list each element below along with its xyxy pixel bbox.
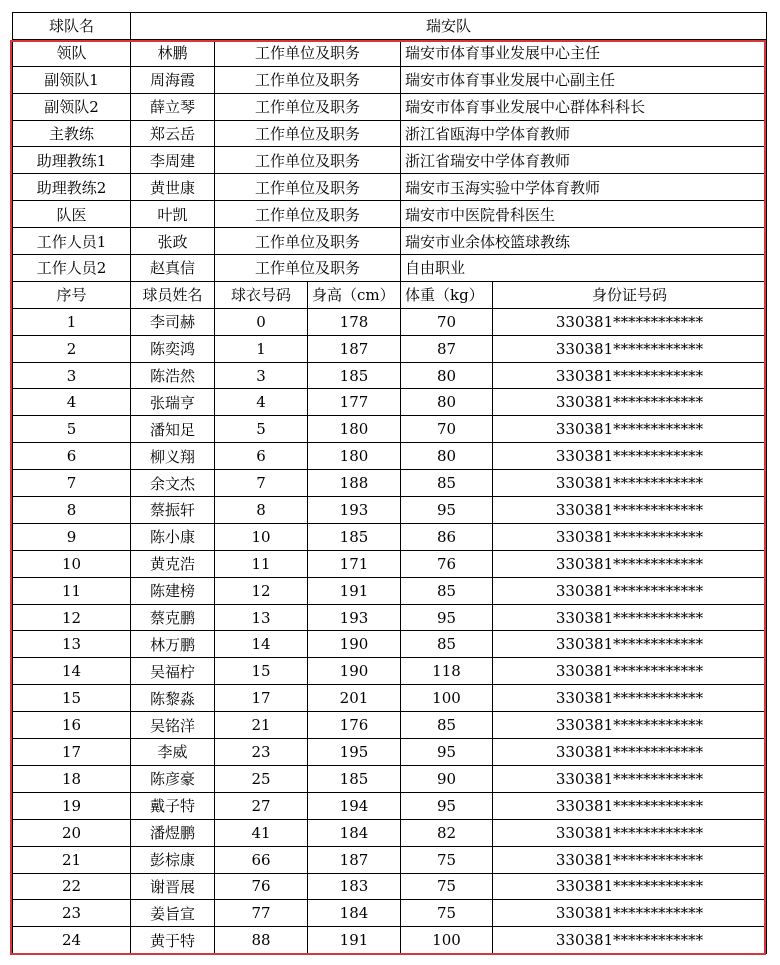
player-header-row xyxy=(13,281,767,308)
player-weight: 80 xyxy=(401,443,493,470)
player-row xyxy=(13,631,767,658)
staff-role: 工作人员1 xyxy=(13,228,131,255)
player-name: 林万鹏 xyxy=(131,631,215,658)
player-weight: 75 xyxy=(401,846,493,873)
player-row xyxy=(13,927,767,954)
jersey-number: 6 xyxy=(215,443,308,470)
player-weight: 95 xyxy=(401,604,493,631)
jersey-number: 88 xyxy=(215,927,308,954)
player-weight: 80 xyxy=(401,362,493,389)
player-name: 张瑞亨 xyxy=(131,389,215,416)
player-row xyxy=(13,765,767,792)
jersey-number: 77 xyxy=(215,900,308,927)
player-number: 15 xyxy=(13,685,131,712)
staff-field-label: 工作单位及职务 xyxy=(215,174,401,201)
jersey-number: 10 xyxy=(215,523,308,550)
jersey-number: 13 xyxy=(215,604,308,631)
player-name: 柳义翔 xyxy=(131,443,215,470)
player-height: 201 xyxy=(308,685,401,712)
staff-row xyxy=(13,147,767,174)
player-name: 谢晋展 xyxy=(131,873,215,900)
id-number: 330381************ xyxy=(493,846,767,873)
staff-row xyxy=(13,228,767,255)
id-number: 330381************ xyxy=(493,631,767,658)
id-number: 330381************ xyxy=(493,873,767,900)
player-name: 戴子特 xyxy=(131,792,215,819)
id-number: 330381************ xyxy=(493,335,767,362)
staff-name: 李周建 xyxy=(131,147,215,174)
player-row xyxy=(13,712,767,739)
id-number: 330381************ xyxy=(493,523,767,550)
staff-job: 浙江省瓯海中学体育教师 xyxy=(401,120,767,147)
player-number: 9 xyxy=(13,523,131,550)
player-weight: 95 xyxy=(401,739,493,766)
staff-job: 瑞安市体育事业发展中心群体科科长 xyxy=(401,93,767,120)
staff-field-label: 工作单位及职务 xyxy=(215,66,401,93)
player-column-header: 球衣号码 xyxy=(215,281,308,308)
staff-row xyxy=(13,39,767,66)
team-name-row xyxy=(13,13,767,40)
player-row xyxy=(13,685,767,712)
player-height: 190 xyxy=(308,658,401,685)
player-weight: 85 xyxy=(401,577,493,604)
player-height: 191 xyxy=(308,577,401,604)
staff-field-label: 工作单位及职务 xyxy=(215,228,401,255)
player-height: 191 xyxy=(308,927,401,954)
player-height: 180 xyxy=(308,443,401,470)
player-row xyxy=(13,873,767,900)
player-row xyxy=(13,550,767,577)
id-number: 330381************ xyxy=(493,443,767,470)
staff-row xyxy=(13,255,767,282)
player-weight: 70 xyxy=(401,416,493,443)
jersey-number: 12 xyxy=(215,577,308,604)
player-height: 190 xyxy=(308,631,401,658)
jersey-number: 76 xyxy=(215,873,308,900)
staff-name: 林鹏 xyxy=(131,39,215,66)
jersey-number: 4 xyxy=(215,389,308,416)
player-weight: 85 xyxy=(401,712,493,739)
id-number: 330381************ xyxy=(493,658,767,685)
id-number: 330381************ xyxy=(493,550,767,577)
staff-name: 郑云岳 xyxy=(131,120,215,147)
player-weight: 87 xyxy=(401,335,493,362)
player-weight: 95 xyxy=(401,497,493,524)
player-number: 20 xyxy=(13,819,131,846)
staff-field-label: 工作单位及职务 xyxy=(215,147,401,174)
player-name: 李司赫 xyxy=(131,308,215,335)
id-number: 330381************ xyxy=(493,900,767,927)
id-number: 330381************ xyxy=(493,497,767,524)
player-weight: 75 xyxy=(401,873,493,900)
staff-row xyxy=(13,66,767,93)
player-column-header: 序号 xyxy=(13,281,131,308)
player-name: 姜旨宣 xyxy=(131,900,215,927)
player-number: 3 xyxy=(13,362,131,389)
player-name: 陈奕鸿 xyxy=(131,335,215,362)
player-weight: 86 xyxy=(401,523,493,550)
player-number: 17 xyxy=(13,739,131,766)
player-name: 蔡振轩 xyxy=(131,497,215,524)
player-height: 183 xyxy=(308,873,401,900)
staff-row xyxy=(13,120,767,147)
player-number: 24 xyxy=(13,927,131,954)
team-roster-sheet xyxy=(12,12,766,954)
player-row xyxy=(13,416,767,443)
staff-role: 工作人员2 xyxy=(13,255,131,282)
team-name-label: 球队名 xyxy=(13,13,131,40)
player-height: 185 xyxy=(308,362,401,389)
player-height: 184 xyxy=(308,819,401,846)
jersey-number: 41 xyxy=(215,819,308,846)
player-weight: 118 xyxy=(401,658,493,685)
staff-name: 周海霞 xyxy=(131,66,215,93)
jersey-number: 23 xyxy=(215,739,308,766)
player-row xyxy=(13,308,767,335)
player-weight: 82 xyxy=(401,819,493,846)
player-name: 吴铭洋 xyxy=(131,712,215,739)
player-number: 12 xyxy=(13,604,131,631)
player-number: 1 xyxy=(13,308,131,335)
player-height: 193 xyxy=(308,604,401,631)
jersey-number: 7 xyxy=(215,470,308,497)
player-column-header: 身份证号码 xyxy=(493,281,767,308)
player-row xyxy=(13,604,767,631)
staff-field-label: 工作单位及职务 xyxy=(215,93,401,120)
player-name: 陈浩然 xyxy=(131,362,215,389)
jersey-number: 66 xyxy=(215,846,308,873)
player-number: 21 xyxy=(13,846,131,873)
player-name: 陈建榜 xyxy=(131,577,215,604)
player-number: 13 xyxy=(13,631,131,658)
jersey-number: 3 xyxy=(215,362,308,389)
player-height: 193 xyxy=(308,497,401,524)
staff-job: 瑞安市玉海实验中学体育教师 xyxy=(401,174,767,201)
player-name: 吴福柠 xyxy=(131,658,215,685)
player-height: 177 xyxy=(308,389,401,416)
player-weight: 75 xyxy=(401,900,493,927)
player-column-header: 身高（cm） xyxy=(308,281,401,308)
player-name: 潘知足 xyxy=(131,416,215,443)
staff-row xyxy=(13,201,767,228)
staff-row xyxy=(13,174,767,201)
player-row xyxy=(13,658,767,685)
player-height: 176 xyxy=(308,712,401,739)
player-number: 6 xyxy=(13,443,131,470)
player-row xyxy=(13,389,767,416)
player-weight: 76 xyxy=(401,550,493,577)
id-number: 330381************ xyxy=(493,416,767,443)
jersey-number: 0 xyxy=(215,308,308,335)
player-row xyxy=(13,900,767,927)
jersey-number: 21 xyxy=(215,712,308,739)
player-weight: 100 xyxy=(401,685,493,712)
jersey-number: 25 xyxy=(215,765,308,792)
player-weight: 90 xyxy=(401,765,493,792)
id-number: 330381************ xyxy=(493,577,767,604)
player-name: 黄克浩 xyxy=(131,550,215,577)
player-height: 185 xyxy=(308,765,401,792)
staff-field-label: 工作单位及职务 xyxy=(215,39,401,66)
player-name: 潘煜鹏 xyxy=(131,819,215,846)
player-name: 李威 xyxy=(131,739,215,766)
player-name: 彭棕康 xyxy=(131,846,215,873)
player-name: 陈小康 xyxy=(131,523,215,550)
staff-role: 副领队2 xyxy=(13,93,131,120)
player-row xyxy=(13,792,767,819)
staff-field-label: 工作单位及职务 xyxy=(215,255,401,282)
player-row xyxy=(13,523,767,550)
jersey-number: 27 xyxy=(215,792,308,819)
player-height: 187 xyxy=(308,335,401,362)
id-number: 330381************ xyxy=(493,308,767,335)
player-number: 14 xyxy=(13,658,131,685)
player-row xyxy=(13,335,767,362)
player-height: 185 xyxy=(308,523,401,550)
jersey-number: 17 xyxy=(215,685,308,712)
player-row xyxy=(13,846,767,873)
staff-job: 瑞安市体育事业发展中心主任 xyxy=(401,39,767,66)
player-height: 187 xyxy=(308,846,401,873)
player-number: 10 xyxy=(13,550,131,577)
player-row xyxy=(13,362,767,389)
roster-table-body xyxy=(13,13,767,954)
id-number: 330381************ xyxy=(493,470,767,497)
player-number: 23 xyxy=(13,900,131,927)
staff-name: 张政 xyxy=(131,228,215,255)
player-name: 陈黎淼 xyxy=(131,685,215,712)
staff-name: 黄世康 xyxy=(131,174,215,201)
player-number: 16 xyxy=(13,712,131,739)
jersey-number: 11 xyxy=(215,550,308,577)
player-row xyxy=(13,819,767,846)
player-height: 184 xyxy=(308,900,401,927)
player-name: 黄于特 xyxy=(131,927,215,954)
player-row xyxy=(13,470,767,497)
staff-job: 瑞安市体育事业发展中心副主任 xyxy=(401,66,767,93)
player-row xyxy=(13,739,767,766)
staff-field-label: 工作单位及职务 xyxy=(215,120,401,147)
staff-role: 队医 xyxy=(13,201,131,228)
player-number: 5 xyxy=(13,416,131,443)
player-height: 178 xyxy=(308,308,401,335)
player-weight: 80 xyxy=(401,389,493,416)
player-height: 171 xyxy=(308,550,401,577)
staff-field-label: 工作单位及职务 xyxy=(215,201,401,228)
id-number: 330381************ xyxy=(493,927,767,954)
staff-job: 瑞安市中医院骨科医生 xyxy=(401,201,767,228)
player-number: 7 xyxy=(13,470,131,497)
staff-name: 赵真信 xyxy=(131,255,215,282)
id-number: 330381************ xyxy=(493,685,767,712)
id-number: 330381************ xyxy=(493,389,767,416)
player-name: 余文杰 xyxy=(131,470,215,497)
player-number: 2 xyxy=(13,335,131,362)
id-number: 330381************ xyxy=(493,765,767,792)
player-name: 陈彦豪 xyxy=(131,765,215,792)
player-number: 19 xyxy=(13,792,131,819)
id-number: 330381************ xyxy=(493,712,767,739)
id-number: 330381************ xyxy=(493,819,767,846)
staff-job: 瑞安市业余体校篮球教练 xyxy=(401,228,767,255)
player-weight: 70 xyxy=(401,308,493,335)
player-row xyxy=(13,443,767,470)
player-number: 22 xyxy=(13,873,131,900)
player-weight: 95 xyxy=(401,792,493,819)
id-number: 330381************ xyxy=(493,604,767,631)
player-name: 蔡克鹏 xyxy=(131,604,215,631)
player-height: 194 xyxy=(308,792,401,819)
player-row xyxy=(13,577,767,604)
player-weight: 100 xyxy=(401,927,493,954)
player-number: 8 xyxy=(13,497,131,524)
player-row xyxy=(13,497,767,524)
jersey-number: 1 xyxy=(215,335,308,362)
id-number: 330381************ xyxy=(493,739,767,766)
player-weight: 85 xyxy=(401,470,493,497)
staff-name: 叶凯 xyxy=(131,201,215,228)
player-number: 18 xyxy=(13,765,131,792)
roster-table xyxy=(12,12,767,954)
staff-job: 自由职业 xyxy=(401,255,767,282)
player-number: 4 xyxy=(13,389,131,416)
id-number: 330381************ xyxy=(493,362,767,389)
jersey-number: 8 xyxy=(215,497,308,524)
staff-role: 领队 xyxy=(13,39,131,66)
jersey-number: 15 xyxy=(215,658,308,685)
staff-row xyxy=(13,93,767,120)
player-column-header: 体重（kg） xyxy=(401,281,493,308)
player-number: 11 xyxy=(13,577,131,604)
jersey-number: 5 xyxy=(215,416,308,443)
player-weight: 85 xyxy=(401,631,493,658)
jersey-number: 14 xyxy=(215,631,308,658)
player-height: 195 xyxy=(308,739,401,766)
player-height: 180 xyxy=(308,416,401,443)
staff-role: 主教练 xyxy=(13,120,131,147)
staff-job: 浙江省瑞安中学体育教师 xyxy=(401,147,767,174)
id-number: 330381************ xyxy=(493,792,767,819)
staff-role: 助理教练1 xyxy=(13,147,131,174)
player-height: 188 xyxy=(308,470,401,497)
team-name-value: 瑞安队 xyxy=(131,13,767,40)
player-column-header: 球员姓名 xyxy=(131,281,215,308)
staff-name: 薛立琴 xyxy=(131,93,215,120)
staff-role: 副领队1 xyxy=(13,66,131,93)
staff-role: 助理教练2 xyxy=(13,174,131,201)
